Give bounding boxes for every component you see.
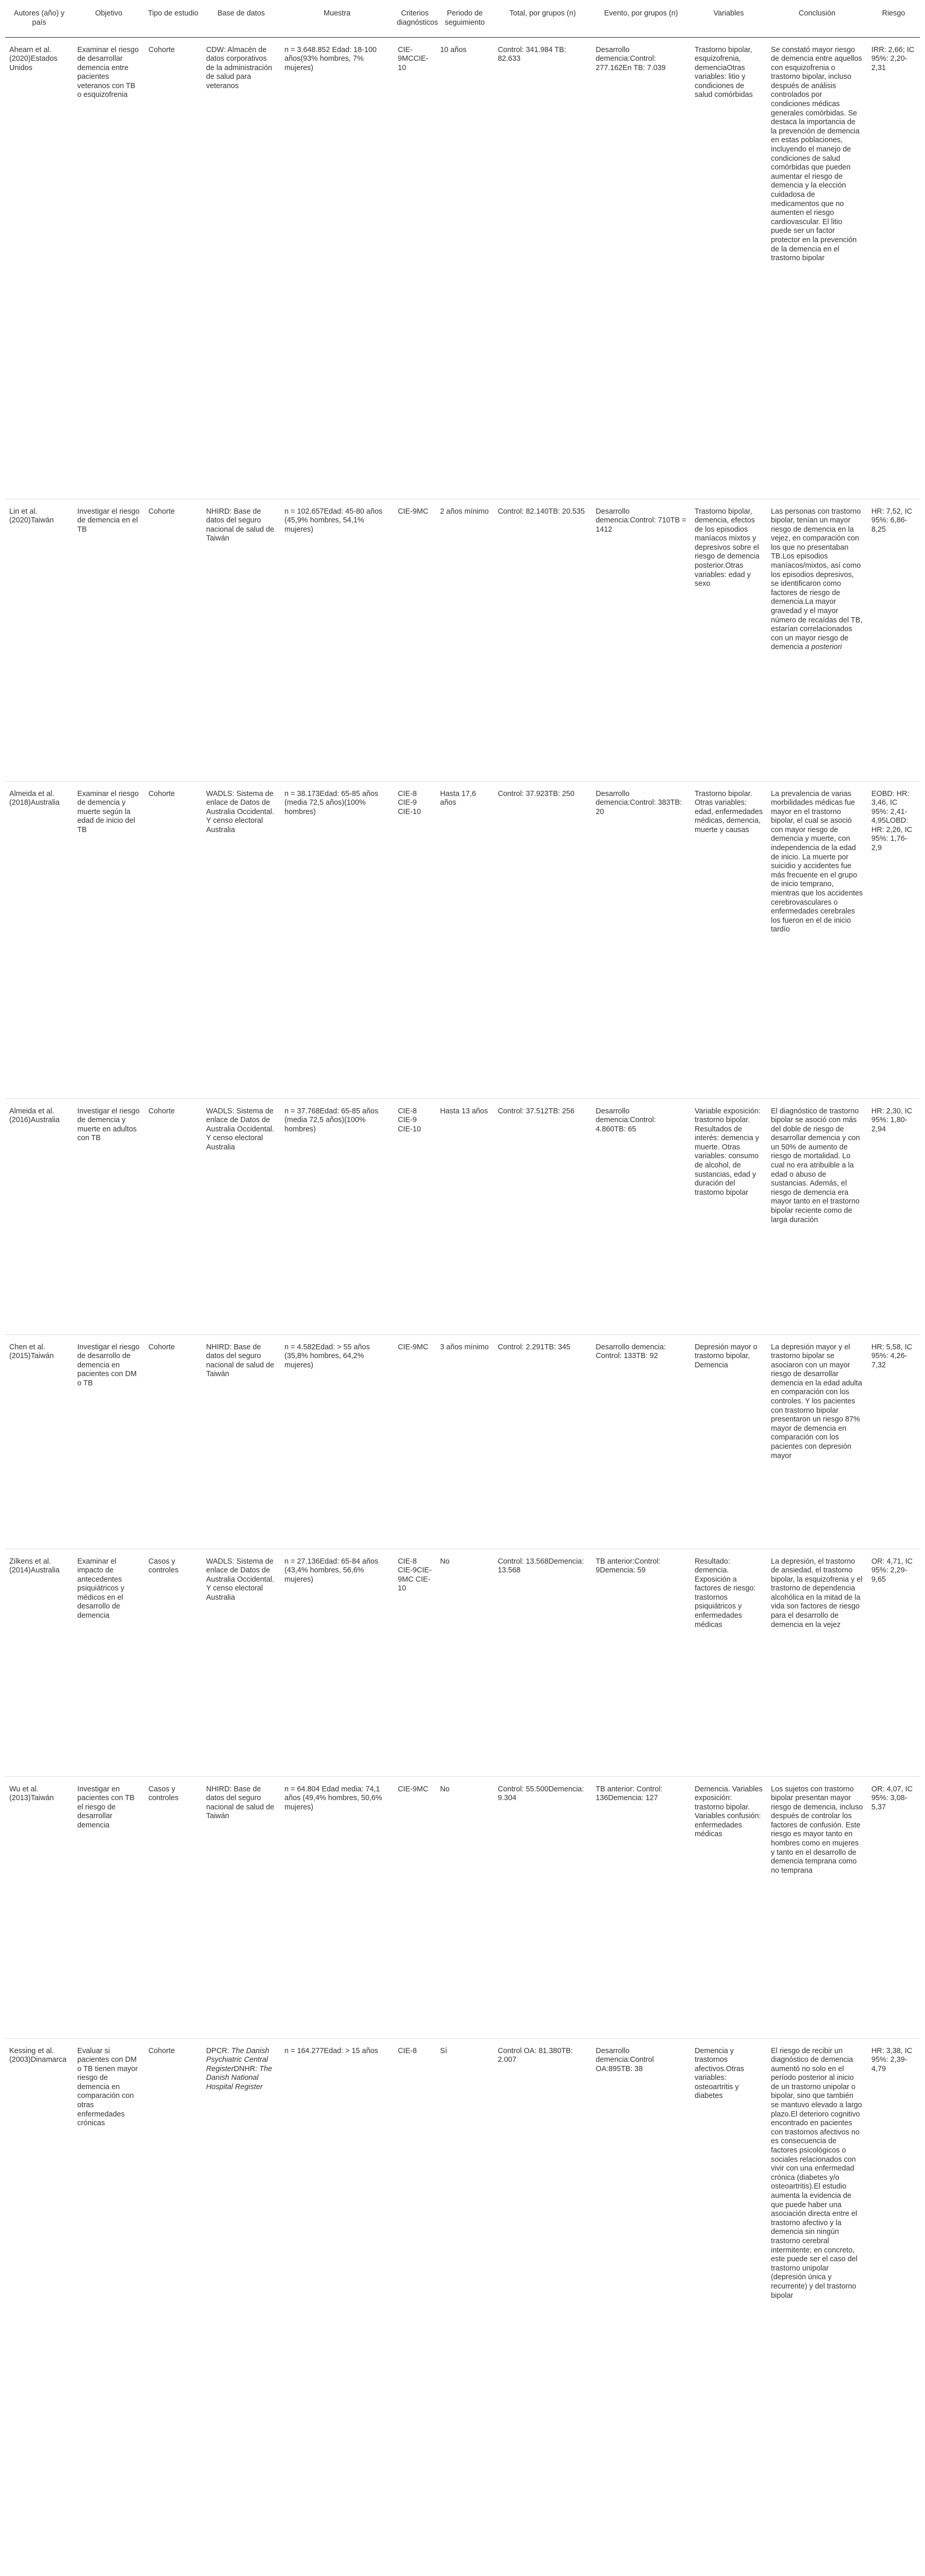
header-followup: Periodo de seguimiento [436,7,494,37]
cell-variables: Trastorno bipolar, demencia, efectos de los episodios maníacos mixtos y depresivos sobre el riesgo de demencia posterior.Otras variables: edad y sexo [691,499,767,781]
cell-criteria: CIE-8 [394,2038,436,2576]
cell-sample: n = 4.582Edad: > 55 años (35,8% hombres, 64,2% mujeres) [280,1334,394,1549]
header-variables: Variables [691,7,767,37]
cell-risk: OR: 4,07, IC 95%: 3,08-5,37 [867,1776,920,2038]
cell-followup: Sí [436,2038,494,2576]
header-risk: Riesgo [867,7,920,37]
database-prefix: DNHR: [233,2064,260,2073]
cell-followup: 10 años [436,37,494,499]
cell-database: WADLS: Sistema de enlace de Datos de Australia Occidental. Y censo electoral Australia [202,781,280,1098]
database-name: The Danish Psychiatric Central Register [206,2046,270,2073]
table-row [5,499,920,781]
cell-study-type: Cohorte [144,781,202,1098]
cell-database: NHIRD: Base de datos del seguro nacional de salud de Taiwán [202,1776,280,2038]
cell-risk: HR: 2,30, IC 95%: 1,80-2,94 [867,1098,920,1334]
cell-event: TB anterior: Control: 136Demencia: 127 [592,1776,691,2038]
cell-study-type: Cohorte [144,499,202,781]
header-row [5,7,920,37]
cell-authors: Almeida et al. (2016)Australia [5,1098,73,1334]
cell-event: Desarrollo demencia:Control: 4.860TB: 65 [592,1098,691,1334]
cell-conclusion: La prevalencia de varias morbilidades médicas fue mayor en el trastorno bipolar, el cual se asoció con mayor riesgo de demencia y muerte, con independencia de la edad de inicio. La muerte por suicidio y accidentes fue más frecuente en el grupo de inicio temprano, mientras que los accidentes cerebrovasculares o enfermedades cerebrales los fueron en el de inicio tardío [767,781,867,1098]
conclusion-text: Las personas con trastorno bipolar, tenían un mayor riesgo de demencia en la vejez, en comparación con los que no presentaban TB.Los episodios maníacos/mixtos, así como los episodios depresivos, se identificaron como factores de riesgo de demencia.La mayor gravedad y el mayor número de recaídas del TB, estarían correlacionados con un mayor riesgo de demencia [771,507,863,652]
cell-conclusion: El diagnóstico de trastorno bipolar se asoció con más del doble de riesgo de desarrollar demencia y con un 50% de aumento de riesgo de mortalidad. Lo cual no era atribuible a la edad o abuso de sustancias. Además, el riesgo de demencia era mayor tanto en el trastorno bipolar reciente como de larga duración [767,1098,867,1334]
cell-followup: No [436,1776,494,2038]
conclusion-emphasis: a posteriori [805,643,842,652]
cell-study-type: Cohorte [144,2038,202,2576]
header-authors: Autores (año) y país [5,7,73,37]
cell-sample: n = 64.804 Edad media: 74,1 años (49,4% hombres, 50,6% mujeres) [280,1776,394,2038]
cell-sample: n = 37.768Edad: 65-85 años (media 72,5 años)(100% hombres) [280,1098,394,1334]
cell-variables: Trastorno bipolar, esquizofrenia, demenciaOtras variables: litio y condiciones de salud comórbidas [691,37,767,499]
cell-risk: IRR: 2,66; IC 95%: 2,20-2,31 [867,37,920,499]
cell-risk: HR: 3,38, IC 95%: 2,39-4,79 [867,2038,920,2576]
cell-sample: n = 27.136Edad: 65-84 años (43,4% hombres, 56,6% mujeres) [280,1549,394,1776]
cell-sample: n = 3.648.852 Edad: 18-100 años(93% hombres, 7% mujeres) [280,37,394,499]
cell-criteria: CIE-8 CIE-9 CIE-10 [394,781,436,1098]
cell-total: Control: 37.923TB: 250 [494,781,592,1098]
cell-event: Desarrollo demencia:Control: 277.162En TB: 7.039 [592,37,691,499]
database-prefix: DPCR: [206,2046,231,2055]
cell-criteria: CIE-9MC [394,499,436,781]
header-criteria: Criterios diagnósticos [394,7,436,37]
cell-variables: Depresión mayor o trastorno bipolar, Demencia [691,1334,767,1549]
database-name: The Danish National Hospital Register [206,2064,272,2091]
cell-authors: Wu et al. (2013)Taiwán [5,1776,73,2038]
cell-authors: Ahearn et al. (2020)Estados Unidos [5,37,73,499]
header-total: Total, por grupos (n) [494,7,592,37]
cell-database [202,2038,280,2576]
cell-variables: Variable exposición: trastorno bipolar. Resultados de interés: demencia y muerte. Otras variables: consumo de alcohol, de sustancias, edad y duración del trastorno bipolar [691,1098,767,1334]
cell-conclusion: La depresión mayor y el trastorno bipolar se asociaron con un mayor riesgo de desarrollar demencia en la edad adulta en comparación con los controles. Y los pacientes con trastorno bipolar presentaron un riesgo 87% mayor de demencia en comparación con los pacientes con depresión mayor [767,1334,867,1549]
cell-criteria: CIE-9MC [394,1776,436,2038]
cell-sample: n = 102.657Edad: 45-80 años (45,9% hombres, 54,1% mujeres) [280,499,394,781]
cell-database: NHIRD: Base de datos del seguro nacional de salud de Taiwán [202,499,280,781]
cell-authors: Zilkens et al. (2014)Australia [5,1549,73,1776]
cell-study-type: Casos y controles [144,1776,202,2038]
cell-variables: Trastorno bipolar. Otras variables: edad, enfermedades médicas, demencia, muerte y causas [691,781,767,1098]
cell-criteria: CIE-9MCCIE-10 [394,37,436,499]
table-header [5,7,920,37]
cell-criteria: CIE-8 CIE-9CIE-9MC CIE-10 [394,1549,436,1776]
table-row [5,1098,920,1334]
cell-total: Control: 82.140TB: 20.535 [494,499,592,781]
cell-event: Desarrollo demencia:Control OA:895TB: 38 [592,2038,691,2576]
cell-total: Control OA: 81.380TB: 2.007 [494,2038,592,2576]
table-row [5,1776,920,2038]
cell-criteria: CIE-8 CIE-9 CIE-10 [394,1098,436,1334]
cell-objective: Examinar el impacto de antecedentes psiquiátricos y médicos en el desarrollo de demencia [73,1549,144,1776]
header-study-type: Tipo de estudio [144,7,202,37]
cell-database: CDW: Almacén de datos corporativos de la administración de salud para veteranos [202,37,280,499]
cell-total: Control: 37.512TB: 256 [494,1098,592,1334]
cell-conclusion: Los sujetos con trastorno bipolar presentan mayor riesgo de demencia, incluso después de controlar los factores de confusión. Este riesgo es mayor tanto en hombres como en mujeres y tanto en el desarrollo de demencia temprana como no temprana [767,1776,867,2038]
table-row [5,2038,920,2576]
cell-followup: Hasta 13 años [436,1098,494,1334]
cell-risk: OR: 4,71, IC 95%: 2,29-9,65 [867,1549,920,1776]
cell-sample: n = 38.173Edad: 65-85 años (media 72,5 años)(100% hombres) [280,781,394,1098]
cell-authors: Almeida et al. (2018)Australia [5,781,73,1098]
cell-objective: Investigar el riesgo de demencia en el TB [73,499,144,781]
cell-event: Desarrollo demencia: Control: 133TB: 92 [592,1334,691,1549]
cell-event: TB anterior:Control: 9Demencia: 59 [592,1549,691,1776]
cell-objective: Investigar en pacientes con TB el riesgo de desarrollar demencia [73,1776,144,2038]
cell-total: Control: 341.984 TB: 82.633 [494,37,592,499]
cell-followup: 2 años mínimo [436,499,494,781]
table-row [5,1334,920,1549]
cell-total: Control: 2.291TB: 345 [494,1334,592,1549]
cell-followup: No [436,1549,494,1776]
cell-database: WADLS: Sistema de enlace de Datos de Australia Occidental. Y censo electoral Australia [202,1098,280,1334]
cell-conclusion: El riesgo de recibir un diagnóstico de demencia aumentó no solo en el período posterior al inicio de un trastorno unipolar o bipolar, sino que también se mantuvo elevado a largo plazo.El deterioro cognitivo encontrado en pacientes con trastornos afectivos no es consecuencia de factores psicológicos o sociales relacionados con vivir con una enfermedad crónica (diabetes y/o osteoartritis).El estudio aumenta la evidencia de que puede haber una asociación directa entre el trastorno afectivo y la demencia sin ningún trastorno cerebral intermitente; en concreto, este puede ser el caso del trastorno unipolar (depresión única y recurrente) y del trastorno bipolar [767,2038,867,2576]
cell-followup: Hasta 17,6 años [436,781,494,1098]
cell-risk: HR: 5,58, IC 95%: 4,26-7,32 [867,1334,920,1549]
header-database: Base de datos [202,7,280,37]
cell-conclusion: Se constató mayor riesgo de demencia entre aquellos con esquizofrenia o trastorno bipolar, incluso después de análisis controlados por condiciones médicas generales comórbidas. Se destaca la importancia de la prevención de demencia en estas poblaciones, incluyendo el manejo de condiciones de salud comórbidas que pueden aumentar el riesgo de demencia y la elección cuidadosa de medicamentos que no aumenten el riesgo cardiovascular. El litio puede ser un factor protector en la prevención de la demencia en el trastorno bipolar [767,37,867,499]
cell-study-type: Cohorte [144,37,202,499]
cell-variables: Demencia. Variables exposición: trastorno bipolar. Variables confusión: enfermedades médicas [691,1776,767,2038]
cell-event: Desarrollo demencia:Control: 383TB: 20 [592,781,691,1098]
cell-objective: Evaluar si pacientes con DM o TB tienen mayor riesgo de demencia en comparación con otras enfermedades crónicas [73,2038,144,2576]
header-sample: Muestra [280,7,394,37]
cell-variables: Resultado: demencia. Exposición a factores de riesgo: trastornos psiquiátricos y enfermedades médicas [691,1549,767,1776]
cell-database: NHIRD: Base de datos del seguro nacional de salud de Taiwán [202,1334,280,1549]
cell-sample: n = 164.277Edad: > 15 años [280,2038,394,2576]
cell-study-type: Cohorte [144,1098,202,1334]
table-row [5,37,920,499]
cell-risk: HR: 7,52, IC 95%: 6,86-8,25 [867,499,920,781]
cell-authors: Kessing et al. (2003)Dinamarca [5,2038,73,2576]
cell-variables: Demencia y trastornos afectivos.Otras variables: osteoartritis y diabetes [691,2038,767,2576]
studies-table [5,7,920,2576]
cell-event: Desarrollo demencia:Control: 710TB = 1412 [592,499,691,781]
cell-conclusion [767,499,867,781]
cell-total: Control: 13.568Demencia: 13.568 [494,1549,592,1776]
cell-objective: Investigar el riesgo de demencia y muerte en adultos con TB [73,1098,144,1334]
cell-study-type: Cohorte [144,1334,202,1549]
cell-database: WADLS: Sistema de enlace de Datos de Australia Occidental. Y censo electoral Australia [202,1549,280,1776]
cell-total: Control: 55.500Demencia: 9.304 [494,1776,592,2038]
header-event: Evento, por grupos (n) [592,7,691,37]
header-conclusion: Conclusión [767,7,867,37]
cell-conclusion: La depresión, el trastorno de ansiedad, el trastorno bipolar, la esquizofrenia y el trastorno de dependencia alcohólica en la mitad de la vida son factores de riesgo para el desarrollo de demencia en la vejez [767,1549,867,1776]
header-objective: Objetivo [73,7,144,37]
cell-study-type: Casos y controles [144,1549,202,1776]
cell-criteria: CIE-9MC [394,1334,436,1549]
table-row [5,781,920,1098]
cell-followup: 3 años mínimo [436,1334,494,1549]
cell-objective: Investigar el riesgo de desarrollo de demencia en pacientes con DM o TB [73,1334,144,1549]
cell-risk: EOBD: HR: 3,46, IC 95%: 2,41-4,95LOBD: HR: 2,26, IC 95%: 1,76-2,9 [867,781,920,1098]
table-body [5,37,920,2576]
table-row [5,1549,920,1776]
cell-authors: Lin et al. (2020)Taiwán [5,499,73,781]
cell-authors: Chen et al. (2015)Taiwán [5,1334,73,1549]
cell-objective: Examinar el riesgo de demencia y muerte según la edad de inicio del TB [73,781,144,1098]
cell-objective: Examinar el riesgo de desarrollar demencia entre pacientes veteranos con TB o esquizofrenia [73,37,144,499]
